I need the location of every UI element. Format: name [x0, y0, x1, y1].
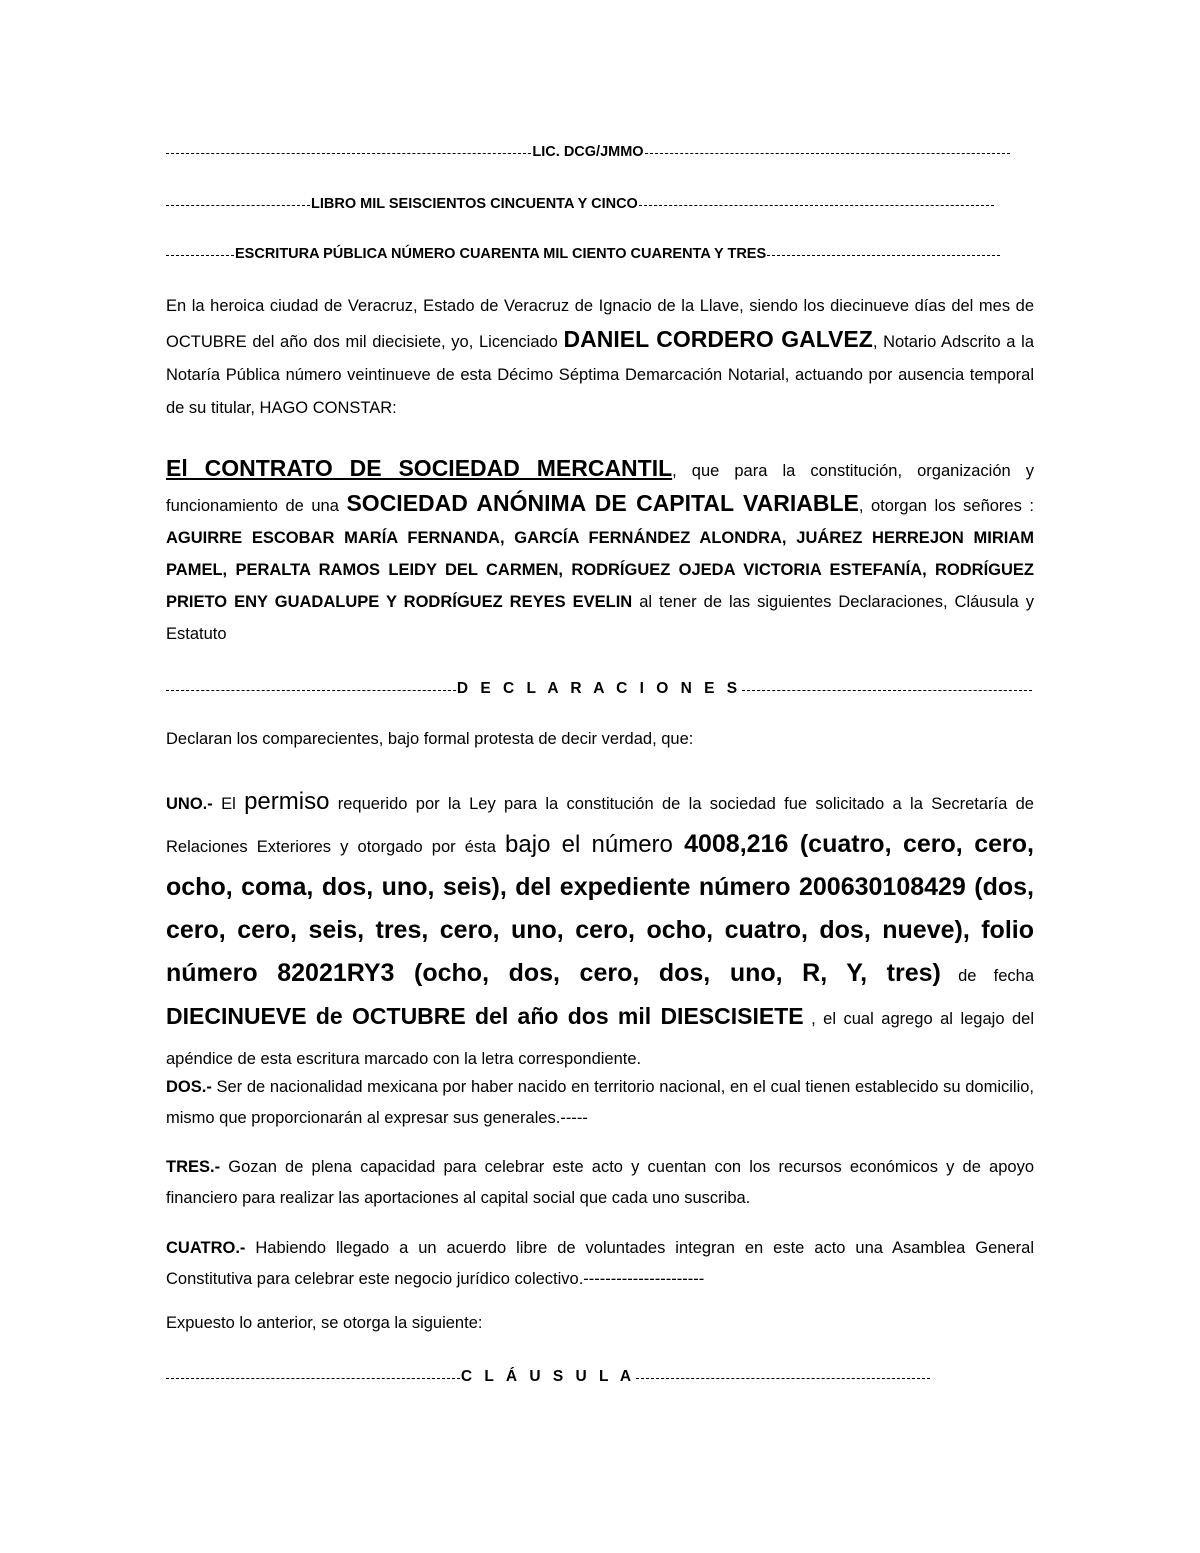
dash-rule — [166, 205, 310, 206]
dash-rule — [742, 690, 1032, 691]
cuatro-text: Habiendo llegado a un acuerdo libre de voluntades integran en este acto una Asamblea General Constitutiva para celebrar este negocio jurídico colectivo.---------------------- — [166, 1239, 1034, 1288]
declaraciones-heading-line — [166, 680, 1032, 698]
permit-details: 4008,216 (cuatro, cero, cero, ocho, coma, dos, uno, seis), del expediente número 200630108429 (dos, cero, cero, seis, tres, cero, uno, cero, ocho, cuatro, dos, nueve), folio número 82021RY3 (ocho, dos, cero, dos, uno, R, Y, tres) — [166, 830, 1034, 987]
dash-rule — [636, 1378, 930, 1379]
bajo-el-numero: bajo el número — [505, 831, 685, 858]
contract-paragraph — [166, 452, 1034, 650]
dash-rule — [767, 255, 1000, 256]
intro-text: En la heroica ciudad de Veracruz, Estado de Veracruz de Ignacio de la Llave, siendo los diecinueve días del mes de OCTUBRE del año dos mil diecisiete, yo, Licenciado — [166, 297, 1034, 351]
conclusion-text: Expuesto lo anterior, se otorga la siguiente: — [166, 1314, 483, 1332]
dash-rule — [639, 205, 994, 206]
uno-fecha-text: de fecha — [940, 967, 1035, 985]
dash-rule — [166, 1378, 460, 1379]
contract-text-2: , otorgan los señores : — [858, 497, 1034, 515]
declaraciones-heading: D E C L A R A C I O N E S — [456, 680, 742, 697]
members-list: AGUIRRE ESCOBAR MARÍA FERNANDA, GARCÍA FERNÁNDEZ ALONDRA, JUÁREZ HERREJON MIRIAM PAMEL, PERALTA RAMOS LEIDY DEL CARMEN, RODRÍGUEZ OJEDA VICTORIA ESTEFANÍA, RODRÍGUEZ PRIETO ENY GUADALUPE Y RODRÍGUEZ REYES EVELIN — [166, 529, 1034, 611]
tres-text: Gozan de plena capacidad para celebrar este acto y cuentan con los recursos económicos y de apoyo financiero para realizar las aportaciones al capital social que cada uno suscriba. — [166, 1158, 1034, 1207]
uno-text-3: , el cual agrego al legajo del apéndice de esta escritura marcado con la letra correspondiente. — [166, 1010, 1035, 1068]
dash-rule — [166, 153, 531, 154]
declaracion-tres — [166, 1152, 1034, 1214]
conclusion — [166, 1314, 1034, 1333]
header-escritura-line — [166, 246, 1000, 262]
dash-rule — [166, 255, 234, 256]
libro-title: LIBRO MIL SEISCIENTOS CINCUENTA Y CINCO — [311, 196, 638, 212]
uno-text: El — [212, 795, 245, 813]
contract-text-3: al tener de las siguientes Declaraciones, Cláusula y Estatuto — [166, 593, 1034, 643]
dos-label: DOS.- — [166, 1078, 212, 1096]
clausula-heading: C L Á U S U L A — [460, 1368, 636, 1385]
dos-text: Ser de nacionalidad mexicana por haber nacido en territorio nacional, en el cual tienen establecido su domicilio, mismo que proporcionarán al expresar sus generales.----- — [166, 1078, 1034, 1127]
dash-rule — [166, 690, 456, 691]
tres-label: TRES.- — [166, 1158, 221, 1176]
escritura-title: ESCRITURA PÚBLICA NÚMERO CUARENTA MIL CIENTO CUARENTA Y TRES — [235, 246, 767, 262]
declaracion-uno — [166, 782, 1034, 1079]
intro-text-2: , Notario Adscrito a la Notaría Pública número veintinueve de esta Décimo Séptima Demarcación Notarial, actuando por ausencia temporal de su titular, HAGO CONSTAR: — [166, 333, 1034, 417]
declaraciones-intro — [166, 730, 1034, 749]
declaraciones-intro-text: Declaran los comparecientes, bajo formal protesta de decir verdad, que: — [166, 730, 694, 748]
company-type: SOCIEDAD ANÓNIMA DE CAPITAL VARIABLE — [346, 490, 859, 516]
cuatro-label: CUATRO.- — [166, 1239, 246, 1257]
contract-title: El CONTRATO DE SOCIEDAD MERCANTIL — [166, 455, 673, 481]
notary-name: DANIEL CORDERO GALVEZ — [563, 326, 873, 352]
permit-date: DIECINUEVE de OCTUBRE del año dos mil DIESCISIETE — [166, 1003, 804, 1029]
declaracion-dos — [166, 1072, 1034, 1134]
lic-code: LIC. DCG/JMMO — [532, 144, 644, 160]
declaracion-cuatro — [166, 1233, 1034, 1295]
uno-label: UNO.- — [166, 795, 213, 813]
dash-rule — [645, 153, 1010, 154]
header-lic-line — [166, 144, 1010, 160]
permiso-word: permiso — [244, 788, 330, 815]
contract-text: , que para la constitución, organización y funcionamiento de una — [166, 462, 1034, 515]
uno-text-2: requerido por la Ley para la constitución de la sociedad fue solicitado a la Secretaría de Relaciones Exteriores y otorgado por ésta — [166, 795, 1034, 856]
intro-paragraph — [166, 290, 1034, 425]
header-libro-line — [166, 196, 994, 212]
clausula-heading-line — [166, 1368, 930, 1386]
